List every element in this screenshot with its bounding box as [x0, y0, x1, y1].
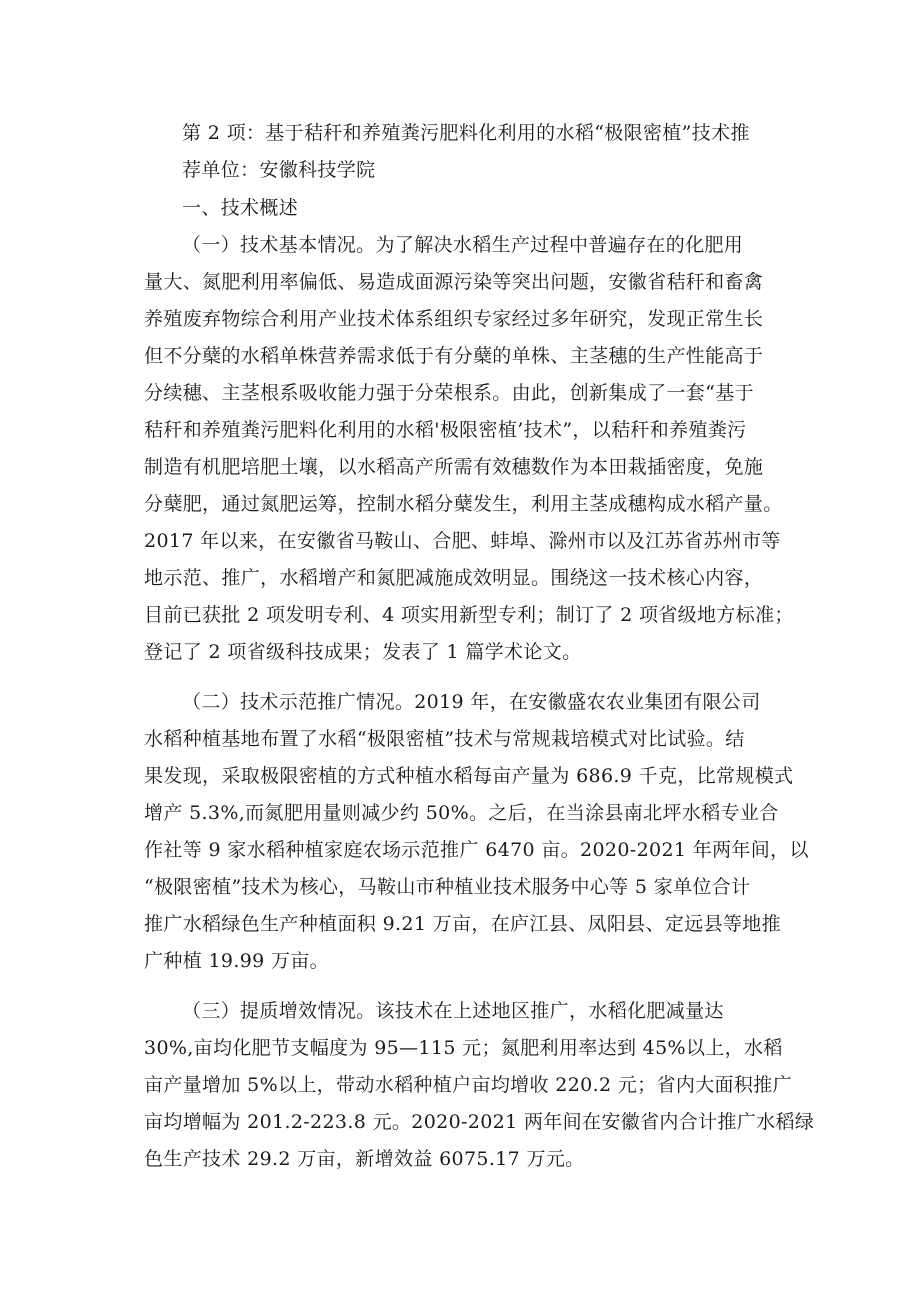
paragraph-line: 亩产量增加 5%以上，带动水稻种植户亩均增收 220.2 元；省内大面积推广	[144, 1074, 792, 1096]
paragraph-line: 广种植 19.99 万亩。	[144, 950, 330, 972]
document-title: 第 2 项：基于秸秆和养殖粪污肥料化利用的水稻“极限密植”技术推	[182, 122, 750, 144]
section-heading: 一、技术概述	[182, 197, 299, 219]
paragraph-line: （一）技术基本情况。为了解决水稻生产过程中普遍存在的化肥用	[182, 234, 744, 256]
paragraph-line: 养殖废弃物综合利用产业技术体系组织专家经过多年研究，发现正常生长	[144, 308, 764, 330]
paragraph-line: 作社等 9 家水稻种植家庭农场示范推广 6470 亩。2020-2021 年两年间，以	[144, 839, 809, 861]
paragraph-line: 量大、氮肥利用率偏低、易造成面源污染等突出问题，安徽省秸秆和畜禽	[144, 271, 764, 293]
paragraph-line: 亩均增幅为 201.2-223.8 元。2020-2021 两年间在安徽省内合计推广水稻绿	[144, 1111, 815, 1133]
paragraph-line: 秸秆和养殖粪污肥料化利用的水稻'极限密植’技术”，以秸秆和养殖粪污	[144, 419, 747, 441]
paragraph-line: 制造有机肥培肥土壤，以水稻高产所需有效穗数作为本田栽插密度，免施	[144, 456, 764, 478]
paragraph-line: 推广水稻绿色生产种植面积 9.21 万亩，在庐江县、凤阳县、定远县等地推	[144, 913, 781, 935]
paragraph-line: 果发现，采取极限密植的方式种植水稻每亩产量为 686.9 千克，比常规模式	[144, 765, 794, 787]
paragraph-line: （二）技术示范推广情况。2019 年，在安徽盛农农业集团有限公司	[182, 691, 761, 713]
paragraph-line: 增产 5.3%,而氮肥用量则减少约 50%。之后，在当涂县南北坪水稻专业合	[144, 802, 779, 824]
paragraph-line: 登记了 2 项省级科技成果；发表了 1 篇学术论文。	[144, 641, 582, 663]
paragraph-line: 30%,亩均化肥节支幅度为 95—115 元；氮肥利用率达到 45%以上，水稻	[144, 1037, 783, 1059]
paragraph-line: 色生产技术 29.2 万亩，新增效益 6075.17 万元。	[144, 1148, 585, 1170]
paragraph-line: 2017 年以来，在安徽省马鞍山、合肥、蚌埠、滁州市以及江苏省苏州市等	[144, 530, 781, 552]
paragraph-line: 分续穗、主茎根系吸收能力强于分荣根系。由此，创新集成了一套“基于	[144, 382, 754, 404]
paragraph-line: 目前已获批 2 项发明专利、4 项实用新型专利；制订了 2 项省级地方标准；	[144, 604, 794, 626]
recommending-unit: 荐单位：安徽科技学院	[182, 159, 376, 181]
paragraph-line: （三）提质增效情况。该技术在上述地区推广，水稻化肥减量达	[182, 1000, 724, 1022]
paragraph-line: 分蘖肥，通过氮肥运筹，控制水稻分蘖发生，利用主茎成穗构成水稻产量。	[144, 493, 783, 515]
paragraph-line: “极限密植”技术为核心，马鞍山市种植业技术服务中心等 5 家单位合计	[144, 876, 751, 898]
paragraph-line: 但不分蘖的水稻单株营养需求低于有分蘖的单株、主茎穗的生产性能高于	[144, 345, 764, 367]
paragraph-line: 地示范、推广，水稻增产和氮肥减施成效明显。围绕这一技术核心内容，	[144, 567, 764, 589]
paragraph-line: 水稻种植基地布置了水稻“极限密植”技术与常规栽培模式对比试验。结	[144, 728, 745, 750]
